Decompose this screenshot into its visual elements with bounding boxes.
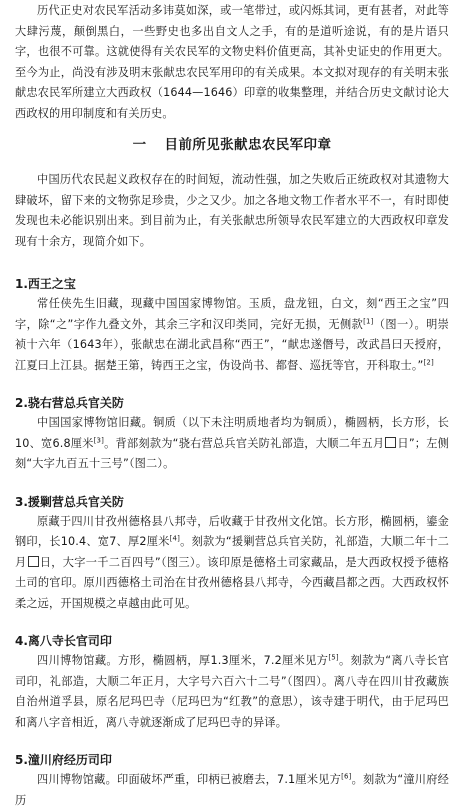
item-text: 原藏于四川甘孜州德格县八邦寺，后收藏于甘孜州文化馆。长方形，椭圆柄，鎏金钢印，长10.4、宽7、厚2厘米 <box>15 514 449 548</box>
missing-character-box <box>28 556 39 567</box>
document-page <box>0 1 461 807</box>
item-paragraph <box>15 294 449 376</box>
item-paragraph <box>15 413 449 475</box>
item-text: 日”；左侧刻“大字九百五十三号”（图二）。 <box>15 436 449 470</box>
item-text: 。刻款为“离八寺长官司印，礼部造，大顺二年正月，大字号六百六十二号”（图四）。离八寺在四川甘孜藏族自治州道孚县，原名尼玛巴寺（尼玛巴为“红教”的意思），该寺建于明代，由于尼玛巴和离八字音相近，离八寺就逐渐成了尼玛巴寺的异译。 <box>15 654 449 729</box>
section-title <box>15 136 449 154</box>
item-heading: 1.西王之宝 <box>15 277 76 291</box>
footnote-ref: [4] <box>169 534 181 543</box>
item-text: 。刻款为“援剿营总兵官关防，礼部造，大顺二年十二月 <box>15 535 450 569</box>
item-paragraph <box>15 651 449 733</box>
item-paragraph <box>15 512 449 615</box>
intro-paragraph: 历代正史对农民军活动多讳莫如深，或一笔带过，或闪烁其词，更有甚者，对此等大肆污蔑，颠倒黑白，一些野史也多出自文人之手，有的是道听途说，有的是片语只字，也很不可靠。这就使得有关农民军的文物史料价值更高，其补史证史的作用更大。至今为止，尚没有涉及明末张献忠农民军用印的有关成果。本文拟对现存的有关明末张献忠农民军所建立大西政权（1644—1646）印章的收集整理，并结合历史文献讨论大西政权的用印制度和有关历史。 <box>15 4 449 120</box>
item-heading: 3.援剿营总兵官关防 <box>15 494 124 509</box>
item-text: 。背部刻款为“骁右营总兵官关防礼部造，大顺二年五月 <box>104 436 385 450</box>
item-text: 四川博物馆藏。方形，椭圆柄，厚1.3厘米，7.2厘米见方 <box>37 654 329 667</box>
section-intro-paragraph: 中国历代农民起义政权存在的时间短，流动性强，加之失败后正统政权对其遗物大肆破坏，留下来的文物弥足珍贵，少之又少。加之各地文物工作者水平不一，有时即使发现也未必能识别出来。到目前为止，有关张献忠所领导农民军建立的大西政权印章发现有十余方，现简介如下。 <box>15 173 449 248</box>
missing-character-box <box>385 437 396 448</box>
footnote-ref: [3] <box>93 435 105 444</box>
item-text: 四川博物馆藏。印面破坏严重，印柄已被磨去，7.1厘米见方 <box>37 773 342 786</box>
section-title-text: 目前所见张献忠农民军印章 <box>164 137 332 153</box>
item-paragraph <box>15 770 449 811</box>
item-text: 日，大字一千二百四号”（图三）。该印原是德格土司家藏品，是大西政权授予德格土司的官印。原川西德格土司治在甘孜州德格县八邦寺，今西藏昌都之西。大西政权怀柔之远，开国规模之卓越由此可见。 <box>15 555 449 610</box>
footnote-ref: [5] <box>328 653 339 662</box>
item-heading: 2.骁右营总兵官关防 <box>15 396 124 410</box>
item-text: 常任侠先生旧藏，现藏中国国家博物馆。玉质，盘龙钮，白文，刻“西王之宝”四字，除“之”字作九叠文外，其余三字和汉印类同，完好无损，无侧款 <box>15 297 449 331</box>
footnote-ref: [2] <box>423 357 434 366</box>
footnote-ref: [1] <box>363 316 374 325</box>
item-text: 中国国家博物馆旧藏。铜质（以下未注明质地者均为铜质），椭圆柄，长方形，长10、宽6.8厘米 <box>15 416 449 450</box>
item-text: 。刻款为“潼川府经历 <box>15 773 449 807</box>
footnote-ref: [6] <box>341 772 352 781</box>
item-heading: 5.潼川府经历司印 <box>15 753 112 767</box>
item-heading: 4.离八寺长官司印 <box>15 634 112 648</box>
item-text: （图一）。明崇祯十六年（1643年），张献忠在湖北武昌称“西王”，“献忠遂僭号，改武昌曰天授府，江夏曰上江县。据楚王第，铸西王之宝，伪设尚书、都督、巡抚等官，开科取士。” <box>15 317 449 372</box>
section-number: 一 <box>132 137 147 153</box>
